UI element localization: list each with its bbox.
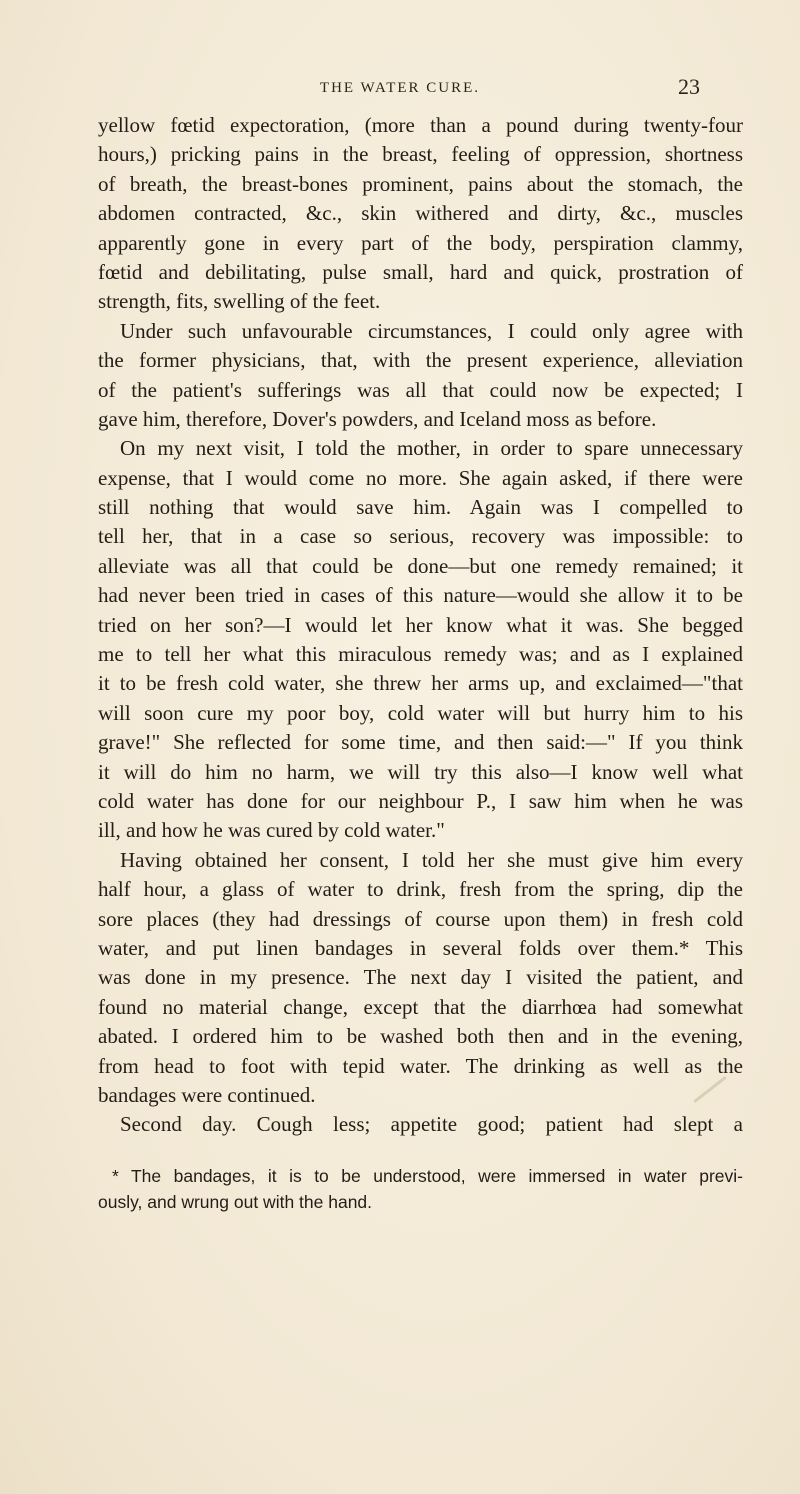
text-line: sore places (they had dressings of course upon them) in fresh cold	[98, 906, 743, 931]
text-line: me to tell her what this miraculous remedy was; and as I explained	[98, 642, 743, 667]
footnote	[98, 1163, 743, 1215]
text-line: abated. I ordered him to be washed both then and in the evening,	[98, 1024, 743, 1049]
text-line: hours,) pricking pains in the breast, feeling of oppression, shortness	[98, 142, 743, 167]
text-line: bandages were continued.	[98, 1082, 316, 1107]
footnote-line: ously, and wrung out with the hand.	[98, 1192, 373, 1212]
footnote-line: * The bandages, it is to be understood, were immersed in water previ-	[112, 1166, 743, 1186]
text-line: Second day. Cough less; appetite good; patient had slept a	[120, 1112, 743, 1137]
text-line: water, and put linen bandages in several folds over them.* This	[98, 935, 743, 960]
text-line: it will do him no harm, we will try this also—I know well what	[98, 759, 743, 784]
text-line: On my next visit, I told the mother, in order to spare unnecessary	[120, 436, 743, 461]
text-line: of the patient's sufferings was all that could now be expected; I	[98, 377, 743, 402]
text-line: half hour, a glass of water to drink, fresh from the spring, dip the	[98, 877, 743, 902]
text-line: gave him, therefore, Dover's powders, and Iceland moss as before.	[98, 406, 657, 431]
text-line: it to be fresh cold water, she threw her arms up, and exclaimed—"that	[98, 671, 743, 696]
text-line: found no material change, except that the diarrhœa had somewhat	[98, 994, 743, 1019]
page-number: 23	[678, 74, 700, 99]
text-line: expense, that I would come no more. She again asked, if there were	[98, 465, 743, 490]
text-line: was done in my presence. The next day I visited the patient, and	[98, 965, 743, 990]
text-line: from head to foot with tepid water. The drinking as well as the	[98, 1053, 743, 1078]
text-line: strength, fits, swelling of the feet.	[98, 289, 381, 314]
text-line: tried on her son?—I would let her know what it was. She begged	[98, 612, 743, 637]
text-line: apparently gone in every part of the body, perspiration clammy,	[98, 230, 743, 255]
text-line: abdomen contracted, &c., skin withered and dirty, &c., muscles	[98, 201, 743, 226]
text-line: ill, and how he was cured by cold water."	[98, 818, 445, 843]
text-line: the former physicians, that, with the present experience, alleviation	[98, 348, 743, 373]
text-line: will soon cure my poor boy, cold water will but hurry him to his	[98, 700, 743, 725]
text-line: grave!" She reflected for some time, and then said:—" If you think	[98, 730, 743, 755]
text-line: of breath, the breast-bones prominent, pains about the stomach, the	[98, 171, 743, 196]
text-line: yellow fœtid expectoration, (more than a pound during twenty-four	[98, 113, 743, 137]
text-line: Under such unfavourable circumstances, I could only agree with	[120, 318, 743, 343]
text-line: cold water has done for our neighbour P., I saw him when he was	[98, 788, 743, 813]
text-line: still nothing that would save him. Again was I compelled to	[98, 495, 743, 520]
body-text	[98, 111, 743, 1140]
text-line: Having obtained her consent, I told her she must give him every	[120, 847, 743, 872]
text-line: tell her, that in a case so serious, recovery was impossible: to	[98, 524, 743, 549]
text-line: alleviate was all that could be done—but one remedy remained; it	[98, 553, 743, 578]
running-title: THE WATER CURE.	[319, 80, 481, 96]
text-line: fœtid and debilitating, pulse small, hard and quick, prostration of	[98, 259, 743, 284]
text-line: had never been tried in cases of this nature—would she allow it to be	[98, 583, 743, 608]
